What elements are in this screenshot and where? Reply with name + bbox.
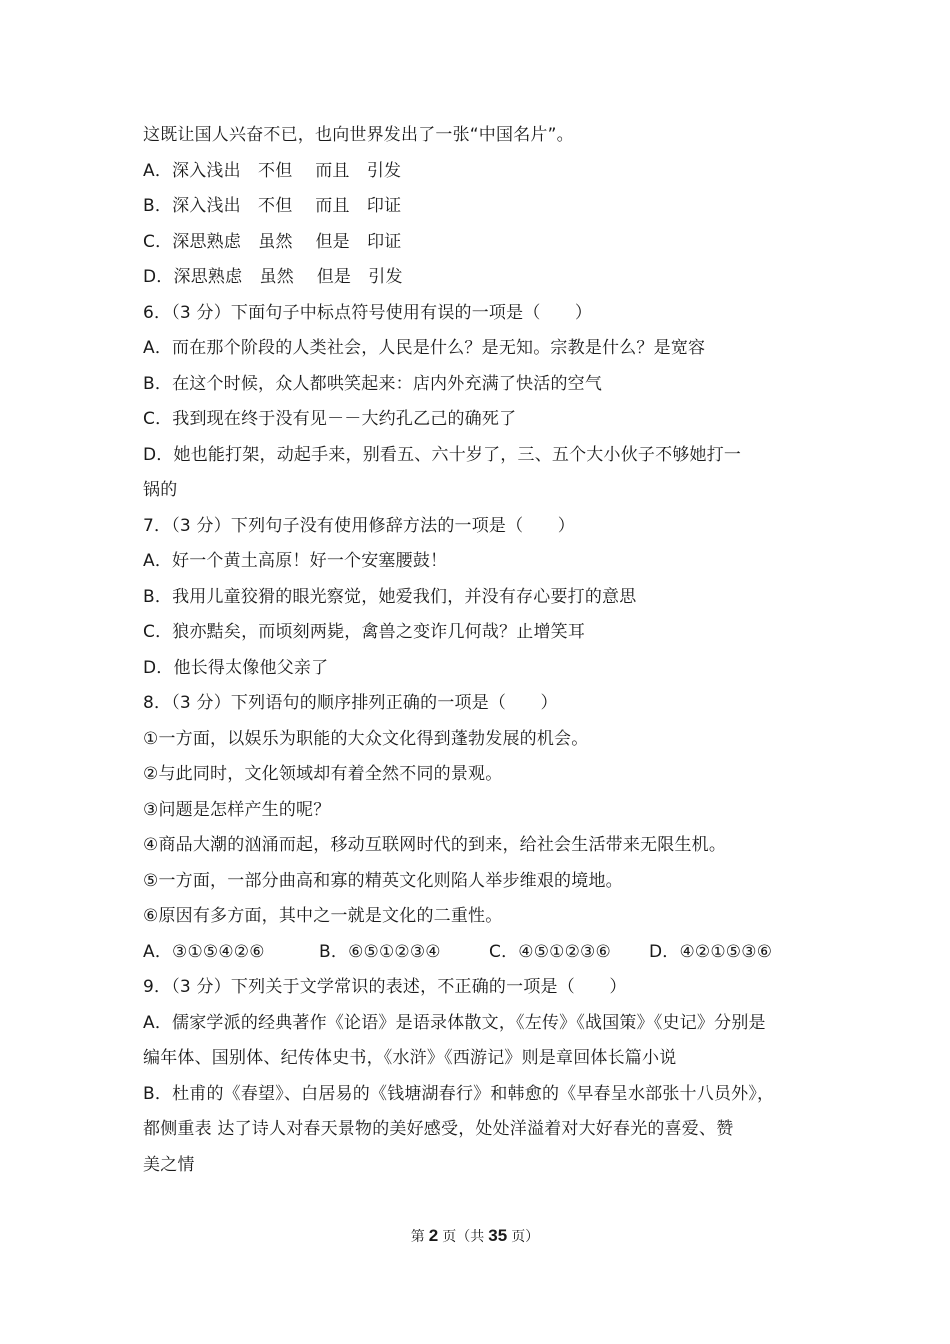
- page-content: [143, 118, 823, 1183]
- option-line: C．深思熟虑 虽然 但是 印证: [143, 231, 402, 252]
- option-line: D．他长得太像他父亲了: [143, 657, 329, 678]
- option-line: B．我用儿童狡猾的眼光察觉，她爱我们，并没有存心要打的意思: [143, 586, 637, 607]
- option-line: C．我到现在终于没有见－－大约孔乙己的确死了: [143, 409, 517, 429]
- sentence-item: ⑤一方面，一部分曲高和寡的精英文化则陷人举步维艰的境地。: [143, 870, 623, 891]
- footer-suffix: 页）: [511, 1229, 540, 1245]
- option-line: A．儒家学派的经典著作《论语》是语录体散文，《左传》《战国策》《史记》分别是: [143, 1012, 766, 1033]
- option-line-continued: 都侧重表 达了诗人对春天景物的美好感受，处处洋溢着对大好春光的喜爱、赞: [143, 1119, 734, 1139]
- sentence-item: ④商品大潮的汹涌而起，移动互联网时代的到来，给社会生活带来无限生机。: [143, 835, 727, 855]
- option-line: D．深思熟虑 虽然 但是 引发: [143, 267, 403, 287]
- option-line: D．她也能打架，动起手来，别看五、六十岁了，三、五个大小伙子不够她打一: [143, 444, 742, 465]
- option-line: A．深入浅出 不但 而且 引发: [143, 160, 402, 181]
- option-line-continued: 编年体、国别体、纪传体史书，《水浒》《西游记》则是章回体长篇小说: [143, 1048, 677, 1068]
- option-line: A．好一个黄土高原！好一个安塞腰鼓！: [143, 551, 448, 571]
- footer-prefix: 第: [410, 1229, 425, 1245]
- page-number: 2: [428, 1226, 439, 1245]
- question-7: 7．（3 分）下列句子没有使用修辞方法的一项是（ ）: [143, 515, 575, 536]
- total-pages: 35: [488, 1226, 508, 1245]
- text-line: 这既让国人兴奋不已，也向世界发出了一张“中国名片”。: [143, 125, 574, 145]
- sentence-item: ②与此同时，文化领域却有着全然不同的景观。: [143, 764, 503, 784]
- option-line-continued: 美之情: [143, 1154, 195, 1175]
- q8-option-d: D．④②①⑤③⑥: [649, 941, 773, 962]
- option-line-continued: 锅的: [143, 480, 178, 500]
- option-line: C．狼亦黠矣，而顷刻两毙，禽兽之变诈几何哉？止增笑耳: [143, 622, 586, 642]
- question-8: 8．（3 分）下列语句的顺序排列正确的一项是（ ）: [143, 693, 558, 713]
- question-9: 9．（3 分）下列关于文学常识的表述，不正确的一项是（ ）: [143, 977, 627, 997]
- option-line: B．杜甫的《春望》、白居易的《钱塘湖春行》和韩愈的《早春呈水部张十八员外》，: [143, 1083, 775, 1104]
- option-line: A．而在那个阶段的人类社会，人民是什么？是无知。宗教是什么？是宽容: [143, 338, 706, 358]
- q8-options-row: [143, 935, 823, 971]
- option-line: B．在这个时候，众人都哄笑起来：店内外充满了快活的空气: [143, 373, 603, 394]
- question-6: 6．（3 分）下面句子中标点符号使用有误的一项是（ ）: [143, 302, 593, 323]
- q8-option-a: A．③①⑤④②⑥: [143, 941, 265, 962]
- page-footer: [0, 1226, 950, 1246]
- q8-option-b: B．⑥⑤①②③④: [319, 941, 441, 962]
- option-line: B．深入浅出 不但 而且 印证: [143, 196, 402, 216]
- sentence-item: ③问题是怎样产生的呢？: [143, 799, 331, 820]
- sentence-item: ⑥原因有多方面，其中之一就是文化的二重性。: [143, 906, 503, 926]
- footer-middle: 页（共: [442, 1229, 485, 1245]
- q8-option-c: C．④⑤①②③⑥: [489, 941, 611, 962]
- sentence-item: ①一方面，以娱乐为职能的大众文化得到蓬勃发展的机会。: [143, 728, 589, 749]
